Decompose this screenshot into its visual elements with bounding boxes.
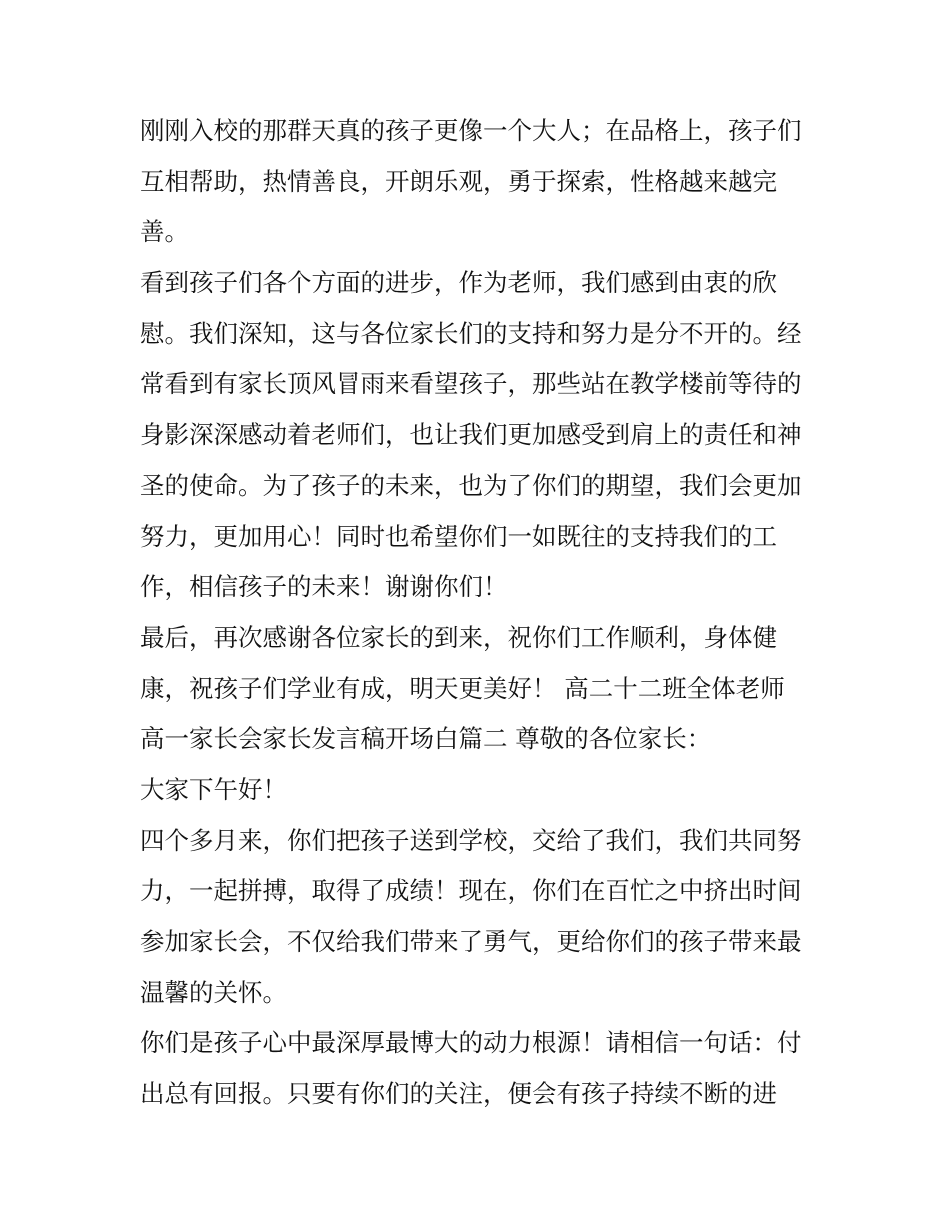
text-line: 四个多月来，你们把孩子送到学校，交给了我们，我们共同努: [140, 825, 802, 855]
section-heading-line: 高一家长会家长发言稿开场白篇二 尊敬的各位家长：: [140, 724, 712, 754]
text-line: 作，相信孩子的未来！谢谢你们！: [140, 572, 508, 602]
text-line: 参加家长会，不仅给我们带来了勇气，更给你们的孩子带来最: [140, 927, 802, 956]
text-line: 互相帮助，热情善良，开朗乐观，勇于探索，性格越来越完: [140, 166, 777, 196]
text-line: 康，祝孩子们学业有成，明天更美好！ 高二十二班全体老师: [140, 673, 785, 703]
text-line: 看到孩子们各个方面的进步，作为老师，我们感到由衷的欣: [140, 268, 777, 298]
text-line: 出总有回报。只要有你们的关注，便会有孩子持续不断的进: [140, 1079, 777, 1109]
text-line: 最后，再次感谢各位家长的到来，祝你们工作顺利，身体健: [140, 622, 777, 652]
text-line: 身影深深感动着老师们，也让我们更加感受到肩上的责任和神: [140, 420, 802, 450]
text-line: 你们是孩子心中最深厚最博大的动力根源！请相信一句话：付: [140, 1028, 802, 1058]
text-line: 努力，更加用心！同时也希望你们一如既往的支持我们的工: [140, 521, 777, 551]
text-line: 圣的使命。为了孩子的未来，也为了你们的期望，我们会更加: [140, 470, 802, 500]
text-line: 善。: [140, 217, 189, 247]
text-line: 慰。我们深知，这与各位家长们的支持和努力是分不开的。经: [140, 318, 802, 348]
text-line: 刚刚入校的那群天真的孩子更像一个大人；在品格上，孩子们: [140, 116, 802, 145]
text-line: 温馨的关怀。: [140, 977, 287, 1007]
document-body: [140, 106, 820, 1120]
text-line: 常看到有家长顶风冒雨来看望孩子，那些站在教学楼前等待的: [140, 369, 802, 399]
text-line: 力，一起拼搏，取得了成绩！现在，你们在百忙之中挤出时间: [140, 876, 802, 906]
greeting-line: 大家下午好！: [140, 774, 287, 804]
